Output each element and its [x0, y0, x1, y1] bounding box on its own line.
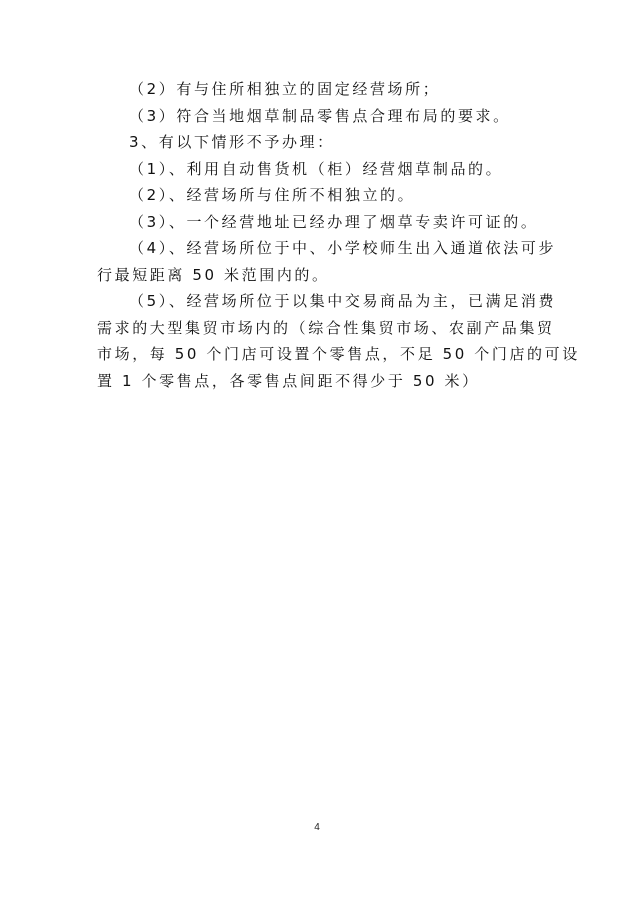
exclusion-item-3: （3）、一个经营地址已经办理了烟草专卖许可证的。 [129, 212, 539, 231]
section-heading-3: 3、有以下情形不予办理： [129, 133, 335, 151]
list-item-2-fixed-premises: （2）有与住所相独立的固定经营场所； [129, 80, 441, 98]
exclusion-item-4-line-1: （4）、经营场所位于中、小学校师生出入通道依法可步 [129, 239, 557, 257]
exclusion-item-5-line-2: 需求的大型集贸市场内的（综合性集贸市场、农副产品集贸 [97, 318, 555, 337]
page-number: 4 [314, 822, 320, 833]
exclusion-item-5-line-4: 置 1 个零售点，各零售点间距不得少于 50 米） [97, 371, 480, 390]
exclusion-item-1: （1）、利用自动售货机（柜）经营烟草制品的。 [129, 159, 504, 178]
exclusion-item-5-line-1: （5）、经营场所位于以集中交易商品为主，已满足消费 [129, 292, 557, 310]
list-item-3-layout-requirement: （3）符合当地烟草制品零售点合理布局的要求。 [129, 106, 511, 125]
exclusion-item-5-line-3: 市场，每 50 个门店可设置个零售点，不足 50 个门店的可设 [97, 345, 580, 363]
exclusion-item-4-line-2: 行最短距离 50 米范围内的。 [97, 265, 330, 284]
exclusion-item-2: （2）、经营场所与住所不相独立的。 [129, 186, 416, 204]
document-body [97, 76, 580, 394]
